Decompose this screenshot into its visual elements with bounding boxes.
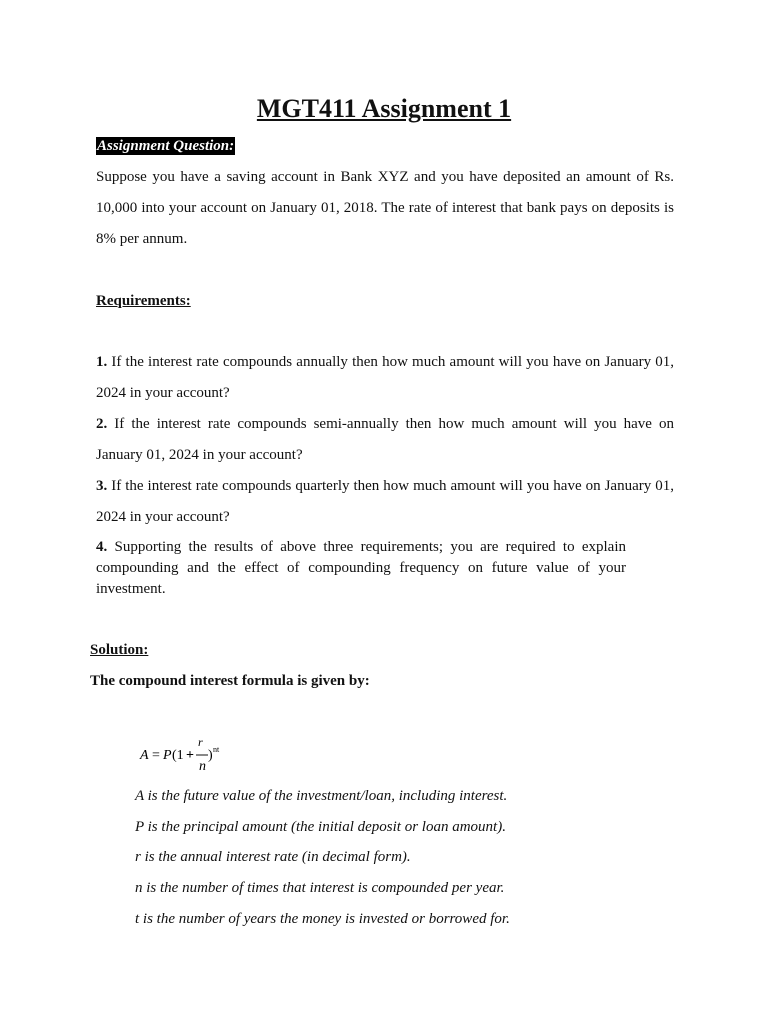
- definition-a: A is the future value of the investment/loan, including interest.: [135, 788, 508, 804]
- requirement-number: 2.: [96, 416, 108, 432]
- formula-close: ): [208, 748, 213, 763]
- question-paragraph: Suppose you have a saving account in Bank XYZ and you have deposited an amount of Rs. 10,000 into your account on January 01, 2018. The rate of interest that bank pays on deposits is 8% per annum.: [96, 169, 674, 247]
- requirement-text: If the interest rate compounds quarterly then how much amount will you have on January 01, 2024 in your account?: [96, 478, 674, 525]
- formula-lhs: A: [140, 748, 149, 763]
- definition-p: P is the principal amount (the initial deposit or loan amount).: [135, 819, 506, 835]
- formula-principal: P: [163, 748, 172, 763]
- definition-n: n is the number of times that interest is compounded per year.: [135, 880, 505, 896]
- requirement-text: Supporting the results of above three requirements; you are required to explain compounding and the effect of compounding frequency on future value of your investment.: [96, 539, 627, 597]
- formula-denominator: n: [199, 759, 206, 774]
- document-title: MGT411 Assignment 1: [256, 94, 512, 123]
- requirements-heading: Requirements:: [96, 293, 191, 309]
- definition-r: r is the annual interest rate (in decimal form).: [135, 849, 411, 865]
- formula-open: (1: [172, 748, 184, 763]
- assignment-question-label: Assignment Question:: [97, 138, 235, 154]
- definition-t: t is the number of years the money is invested or borrowed for.: [135, 911, 510, 927]
- formula-plus: +: [186, 748, 194, 763]
- formula-intro: The compound interest formula is given by:: [90, 673, 370, 689]
- requirement-item-3: [96, 471, 674, 533]
- requirement-text: If the interest rate compounds annually then how much amount will you have on January 01, 2024 in your account?: [96, 354, 675, 401]
- requirement-number: 1.: [96, 354, 108, 370]
- formula-exponent: nt: [213, 745, 220, 754]
- compound-interest-formula: [139, 736, 249, 778]
- formula-numerator: r: [198, 736, 203, 749]
- requirement-item-4: [96, 537, 626, 600]
- requirement-text: If the interest rate compounds semi-annually then how much amount will you have on January 01, 2024 in your account?: [96, 416, 674, 463]
- requirement-item-2: [96, 409, 674, 471]
- requirement-number: 4.: [96, 539, 108, 555]
- solution-heading: Solution:: [90, 642, 149, 658]
- requirement-number: 3.: [96, 478, 108, 494]
- requirement-item-1: [96, 347, 674, 409]
- formula-equals: =: [152, 748, 160, 763]
